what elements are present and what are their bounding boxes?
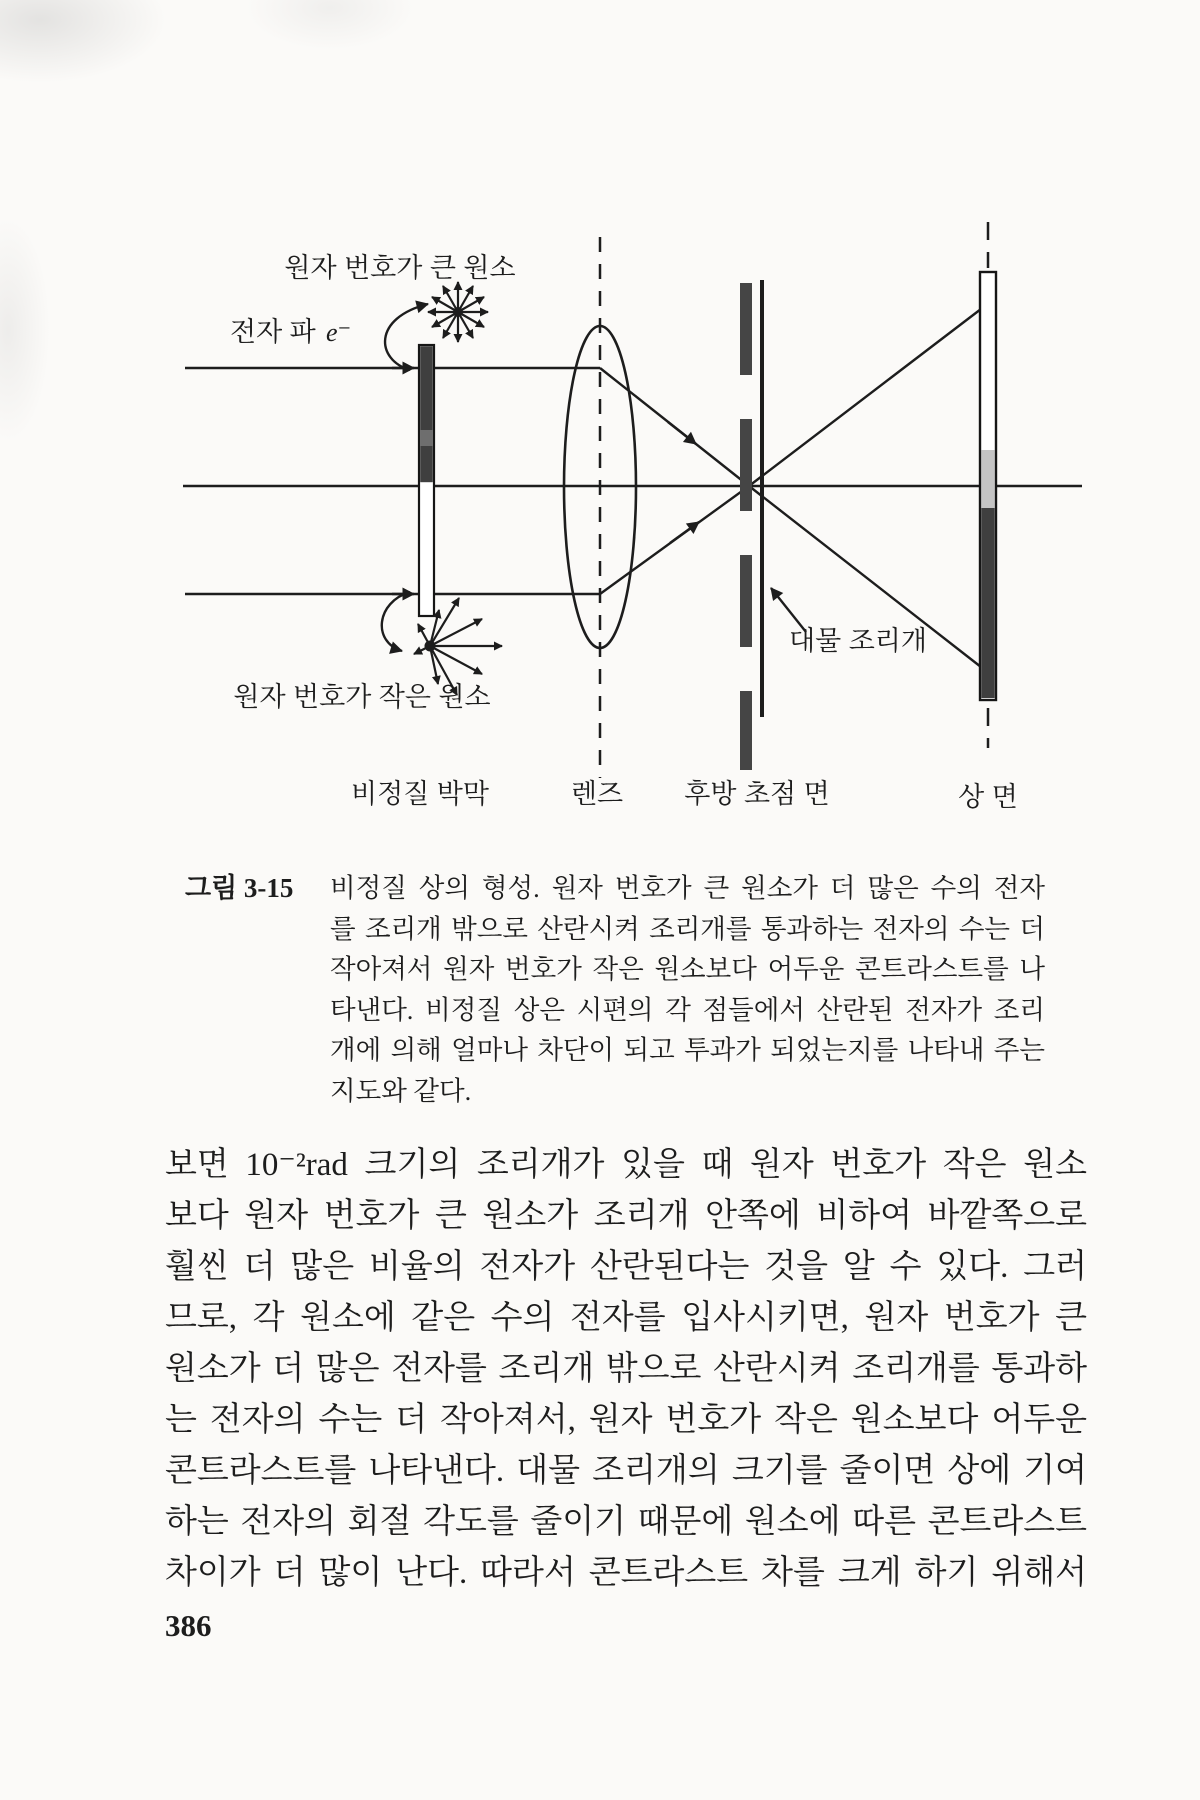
image-plane-bar [980, 222, 996, 748]
body-line: 보면 10⁻²rad 크기의 조리개가 있을 때 원자 번호가 작은 원소 [165, 1147, 1087, 1183]
figure-caption-label: 그림 3-15 [185, 873, 294, 903]
caption-line: 를 조리개 밖으로 산란시켜 조리개를 통과하는 전자의 수는 더 [330, 913, 1045, 944]
caption-line: 비정질 상의 형성. 원자 번호가 큰 원소가 더 많은 수의 전자 [330, 873, 1045, 903]
ray-arrow-up [670, 522, 699, 543]
body-line: 보다 원자 번호가 큰 원소가 조리개 안쪽에 비하여 바깥쪽으로 [165, 1198, 1087, 1234]
label-image-plane: 상 면 [958, 782, 1018, 812]
caption-line: 타낸다. 비정질 상은 시편의 각 점들에서 산란된 전자가 조리 [330, 994, 1045, 1025]
label-small-z: 원자 번호가 작은 원소 [233, 682, 491, 712]
caption-line: 작아져서 원자 번호가 작은 원소보다 어두운 콘트라스트를 나 [330, 954, 1045, 984]
body-paragraph [165, 1140, 1087, 1599]
body-line: 는 전자의 수는 더 작아져서, 원자 번호가 작은 원소보다 어두운 [165, 1402, 1087, 1438]
label-back-focal-plane: 후방 초점 면 [684, 779, 830, 809]
body-line: 원소가 더 많은 전자를 조리개 밖으로 산란시켜 조리개를 통과하 [165, 1351, 1087, 1387]
label-lens: 렌즈 [570, 779, 624, 809]
incident-beam-lines [185, 368, 600, 594]
label-large-z: 원자 번호가 큰 원소 [284, 253, 516, 283]
specimen-bar [419, 345, 434, 616]
caption-line: 지도와 같다. [330, 1075, 472, 1106]
caption-line: 개에 의해 얼마나 차단이 되고 투과가 되었는지를 나타내 주는 [330, 1035, 1045, 1065]
scatter-star-large-z [428, 282, 488, 342]
body-line: 므로, 각 원소에 같은 수의 전자를 입사시키면, 원자 번호가 큰 [165, 1300, 1087, 1336]
figure-caption-text [330, 868, 1045, 1111]
curved-arrow-to-small-z [382, 592, 410, 651]
ray-arrow-down [668, 422, 696, 444]
label-electron-wave: 전자 파 [230, 317, 316, 347]
body-line: 훨씬 더 많은 비율의 전자가 산란된다는 것을 알 수 있다. 그러 [165, 1249, 1087, 1285]
figure-3-15-diagram [0, 0, 1200, 860]
page-number: 386 [165, 1608, 212, 1643]
label-objective-aperture: 대물 조리개 [789, 626, 927, 656]
figure-caption [185, 868, 1045, 1111]
label-specimen-plane: 비정질 박막 [351, 779, 489, 809]
body-line: 차이가 더 많이 난다. 따라서 콘트라스트 차를 크게 하기 위해서 [165, 1555, 1087, 1591]
body-line: 콘트라스트를 나타낸다. 대물 조리개의 크기를 줄이면 상에 기여 [165, 1453, 1087, 1489]
label-electron-symbol: e⁻ [326, 318, 352, 347]
body-line: 하는 전자의 회절 각도를 줄이기 때문에 원소에 따른 콘트라스트 [165, 1504, 1087, 1540]
